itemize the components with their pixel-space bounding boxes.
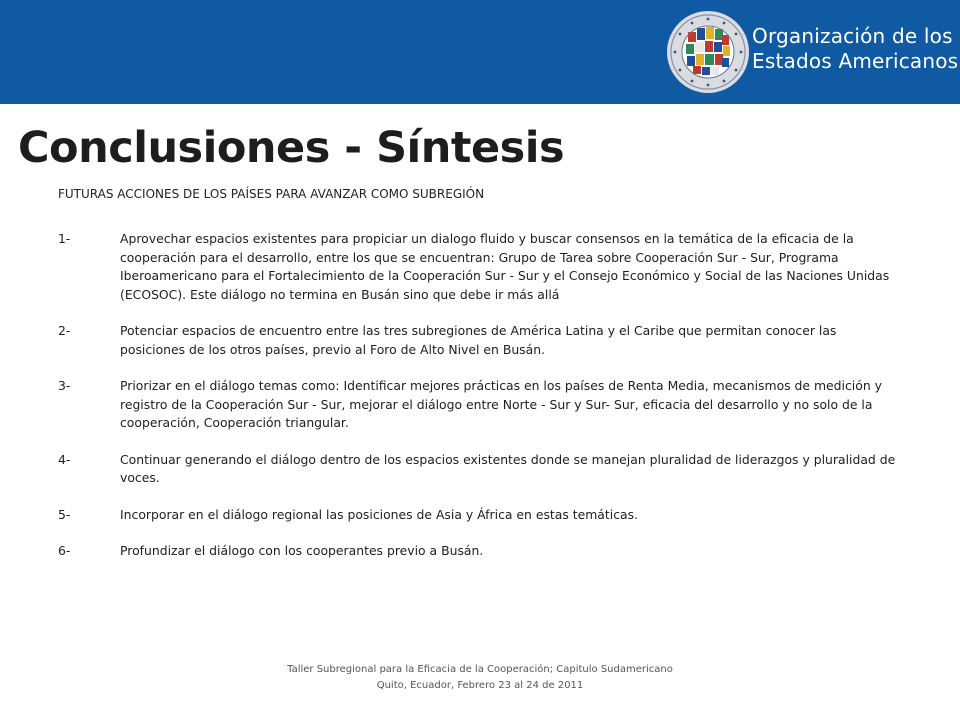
action-list [58, 230, 898, 579]
action-item-4 [58, 451, 898, 488]
action-text: Continuar generando el diálogo dentro de los espacios existentes donde se manejan pluralidad de liderazgos y pluralidad de voces. [120, 451, 896, 485]
page-title: Conclusiones - Síntesis [18, 123, 565, 173]
oas-seal-icon [666, 10, 750, 94]
organization-name-line2: Estados Americanos [752, 49, 959, 73]
action-item-5 [58, 506, 898, 525]
action-text: Priorizar en el diálogo temas como: Identificar mejores prácticas en los países de Renta Media, mecanismos de medición y registro de la Cooperación Sur - Sur, mejorar el diálogo entre Norte - Sur y Sur- Sur, eficacia del desarrollo y no solo de la cooperación, Cooperación triangular. [120, 378, 882, 430]
action-number: 3- [58, 378, 71, 393]
footer-line2: Quito, Ecuador, Febrero 23 al 24 de 2011 [376, 680, 584, 691]
footer [0, 662, 960, 694]
action-number: 4- [58, 451, 71, 467]
action-number: 6- [58, 543, 71, 558]
action-text: Aprovechar espacios existentes para propiciar un dialogo fluido y buscar consensos en la temática de la eficacia de la cooperación para el desarrollo, entre los que se encuentran: Grupo de Tarea sobre Cooperación Sur - Sur, Programa Iberoamericano para el Fortalecimiento de la Cooperación Sur - Sur y el Consejo Económico y Social de las Naciones Unidas (ECOSOC). Este diálogo no termina en Busán sino que debe ir más allá [120, 231, 890, 302]
action-text: Potenciar espacios de encuentro entre las tres subregiones de América Latina y el Caribe que permitan conocer las posiciones de los otros países, previo al Foro de Alto Nivel en Busán. [120, 323, 837, 357]
action-number: 2- [58, 323, 71, 338]
action-text: Profundizar el diálogo con los cooperantes previo a Busán. [120, 543, 484, 558]
section-subtitle: FUTURAS ACCIONES DE LOS PAÍSES PARA AVANZAR COMO SUBREGIÓN [58, 187, 485, 201]
footer-line1: Taller Subregional para la Eficacia de la Cooperación; Capitulo Sudamericano [287, 664, 673, 675]
action-number: 5- [58, 506, 71, 522]
action-item-1 [58, 230, 898, 304]
organization-name [752, 24, 958, 74]
action-number: 1- [58, 231, 71, 246]
action-item-2 [58, 322, 898, 359]
action-item-6 [58, 542, 898, 561]
organization-name-line1: Organización de los [752, 24, 953, 48]
action-item-3 [58, 377, 898, 433]
header-bar [0, 0, 960, 104]
action-text: Incorporar en el diálogo regional las posiciones de Asia y África en estas temáticas. [120, 506, 638, 522]
